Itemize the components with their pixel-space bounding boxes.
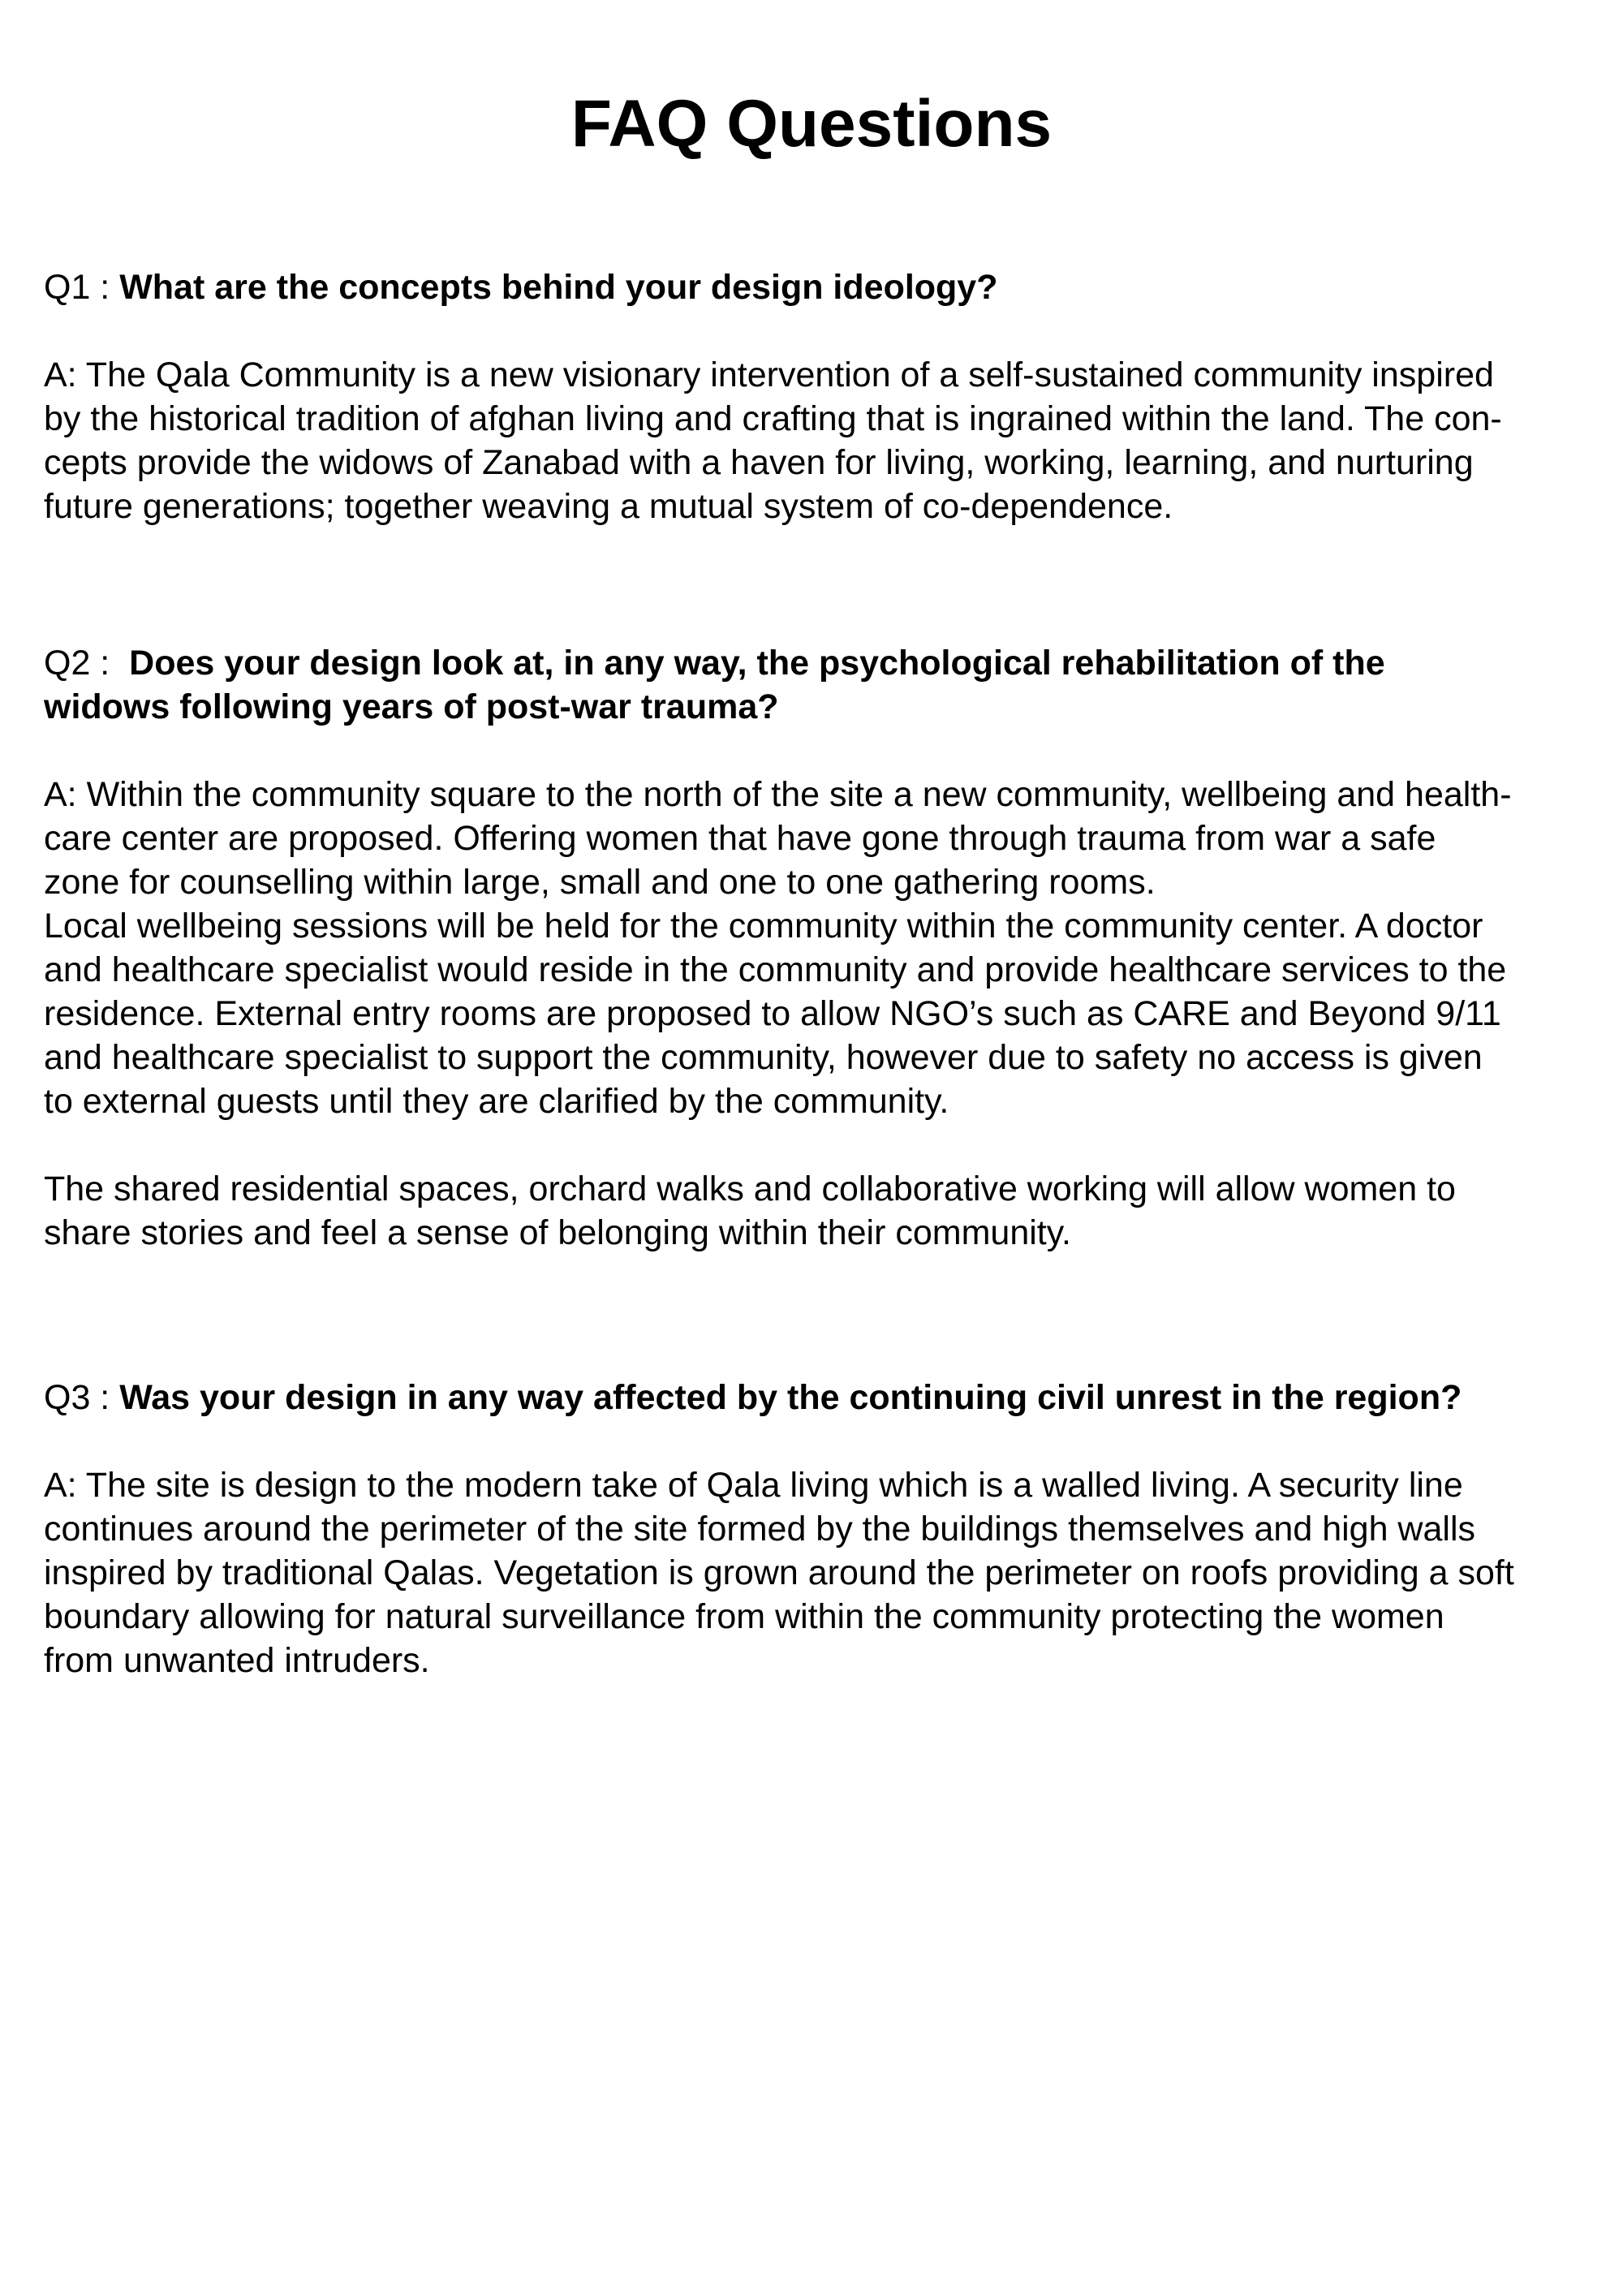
answer-line: and healthcare specialist would reside in the community and provide healthcare services to the	[44, 950, 1507, 989]
faq-item-1	[44, 265, 1602, 528]
faq-question-2	[44, 641, 1602, 729]
answer-line: future generations; together weaving a mutual system of co-dependence.	[44, 487, 1173, 526]
faq-question-3	[44, 1376, 1602, 1419]
faq-answer-3	[44, 1463, 1602, 1682]
answer-line: continues around the perimeter of the site formed by the buildings themselves and high walls	[44, 1510, 1476, 1549]
paragraph-gap	[44, 1123, 1602, 1167]
answer-line: from unwanted intruders.	[44, 1641, 430, 1680]
faq-item-2	[44, 641, 1602, 1255]
faq-answer-2	[44, 773, 1602, 1255]
question-prefix: Q2 :	[44, 644, 130, 683]
answer-line: zone for counselling within large, small and one to one gathering rooms.	[44, 863, 1156, 902]
question-text: Does your design look at, in any way, the psychological rehabilitation of the	[129, 644, 1385, 683]
faq-answer-1	[44, 353, 1602, 528]
answer-line: to external guests until they are clarified by the community.	[44, 1082, 949, 1121]
answer-line: care center are proposed. Offering women that have gone through trauma from war a safe	[44, 819, 1436, 858]
question-text: widows following years of post-war trauma?	[44, 687, 779, 726]
answer-line: A: The Qala Community is a new visionary intervention of a self-sustained community inspired	[44, 355, 1494, 394]
answer-line: share stories and feel a sense of belonging within their community.	[44, 1213, 1072, 1252]
faq-question-1	[44, 265, 1602, 309]
page-title: FAQ Questions	[570, 87, 1053, 161]
answer-line: The shared residential spaces, orchard walks and collaborative working will allow women to	[44, 1170, 1456, 1208]
answer-line: inspired by traditional Qalas. Vegetation is grown around the perimeter on roofs providing a soft	[44, 1553, 1514, 1592]
faq-item-3	[44, 1376, 1602, 1682]
question-prefix: Q3 :	[44, 1378, 120, 1417]
answer-line: by the historical tradition of afghan living and crafting that is ingrained within the land. The con-	[44, 399, 1502, 438]
answer-line: residence. External entry rooms are proposed to allow NGO’s such as CARE and Beyond 9/11	[44, 994, 1501, 1033]
answer-line: Local wellbeing sessions will be held for the community within the community center. A doctor	[44, 907, 1483, 946]
answer-line: boundary allowing for natural surveillance from within the community protecting the women	[44, 1597, 1444, 1636]
question-text: What are the concepts behind your design ideology?	[119, 268, 998, 307]
question-text: Was your design in any way affected by the continuing civil unrest in the region?	[119, 1378, 1462, 1417]
answer-line: and healthcare specialist to support the community, however due to safety no access is given	[44, 1038, 1483, 1077]
question-prefix: Q1 :	[44, 268, 120, 307]
answer-line: A: Within the community square to the north of the site a new community, wellbeing and health-	[44, 775, 1512, 814]
answer-line: cepts provide the widows of Zanabad with a haven for living, working, learning, and nurturing	[44, 443, 1474, 482]
answer-line: A: The site is design to the modern take of Qala living which is a walled living. A security line	[44, 1466, 1463, 1505]
